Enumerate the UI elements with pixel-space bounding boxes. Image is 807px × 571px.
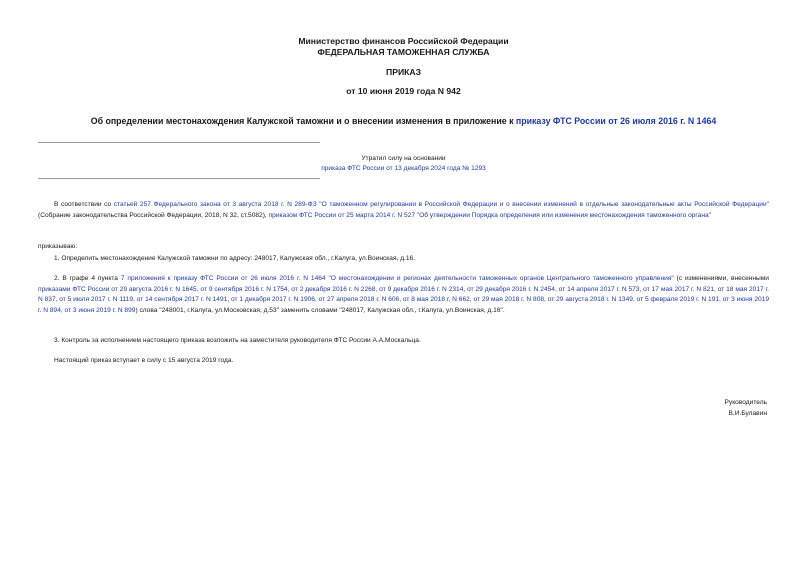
divider-bottom: [38, 178, 320, 179]
doc-date-number: от 10 июня 2019 года N 942: [346, 86, 461, 96]
item-1: 1. Определить местонахождение Калужской таможни по адресу: 248017, Калужская обл., г.Калуга, ул.Воинская, д.16.: [54, 255, 416, 262]
item2-text-4: ) слова "248001, г.Калуга, ул.Московская, д.53" заменить словами "248017, Калужская обл., г.Калуга, ул.Воинская, д.16".: [135, 307, 505, 315]
lost-force-link[interactable]: приказа ФТС России от 13 декабря 2024 года № 1293: [321, 165, 486, 172]
signature-name: В.И.Булавин: [728, 409, 767, 417]
title-text: Об определении местонахождения Калужской таможни и о внесении изменения в приложение к: [90, 116, 516, 126]
lost-force-note: [250, 154, 557, 174]
item2-link-appendix[interactable]: 7 приложения к приказу ФТС России от 26 июля 2016 г. N 1464 "О местонахождении и регионах деятельности таможенных органов Центрального таможенного управления": [120, 275, 674, 282]
order-word: приказываю:: [38, 243, 78, 250]
ministry-name: Министерство финансов Российской Федерации: [298, 36, 509, 46]
item2-text-2: (с изменениями, внесенными: [673, 275, 769, 282]
effective-date: Настоящий приказ вступает в силу с 15 августа 2019 года.: [54, 357, 234, 364]
doc-type: ПРИКАЗ: [386, 67, 421, 77]
service-name: ФЕДЕРАЛЬНАЯ ТАМОЖЕННАЯ СЛУЖБА: [317, 47, 490, 57]
preamble-law-link[interactable]: статьей 257 Федерального закона от 3 августа 2018 г. N 289-ФЗ "О таможенном регулировании в Российской Федерации и о внесении изменений в отдельные законодательные акты Российской Федерации": [113, 201, 769, 208]
preamble-text-1: В соответствии со: [54, 201, 114, 208]
item2-link-orders-2[interactable]: от 14 сентября 2017 г. N 1491, от 1 декабря 2017 г. N 1906, от 27 апреля 2018 г. N 606, от 8 мая 2018 г. N 662, от 29 мая 2018 г. N 808, от 29 августа 2018 г. N 1349, от 5 февраля 2019 г. N 191, от 3 июня 2019 г. N 894, от 3 июня 2019 г. N 899: [38, 296, 769, 315]
preamble-order-link[interactable]: приказом ФТС России от 25 марта 2014 г. N 527 "Об утверждении Порядка определения или изменения местонахождения таможенного органа": [268, 211, 711, 219]
divider-top: [38, 142, 320, 143]
item2-text-1: 2. В графе 4 пункта: [54, 275, 121, 282]
item-3: 3. Контроль за исполнением настоящего приказа возложить на заместителя руководителя ФТС России А.А.Москальца.: [54, 337, 421, 344]
item2-link-orders-1[interactable]: приказами ФТС России от 29 августа 2016 г. N 1645, от 9 сентября 2016 г. N 1754, от 2 декабря 2016 г. N 2268, от 9 декабря 2016 г. N 2314, от 29 декабря 2016 г. N 2454, от 14 апреля 2017 г. N 573, от 17 мая 2017 г. N 821, от 18 мая 2017 г. N 837, от 5 июля 2017 г. N 1119: [38, 285, 769, 304]
item2-text-3: ,: [133, 296, 137, 304]
document-title: [30, 116, 777, 127]
preamble-text-2: (Собрание законодательства Российской Федерации, 2018, N 32, ст.5082),: [38, 211, 269, 219]
preamble: [38, 200, 769, 221]
signature-position: Руководитель: [724, 399, 767, 406]
lost-force-text: Утратил силу на основании: [361, 155, 446, 162]
signature-block: [725, 398, 767, 419]
item-2: [38, 274, 769, 317]
title-link[interactable]: приказу ФТС России от 26 июля 2016 г. N 1464: [515, 116, 717, 126]
